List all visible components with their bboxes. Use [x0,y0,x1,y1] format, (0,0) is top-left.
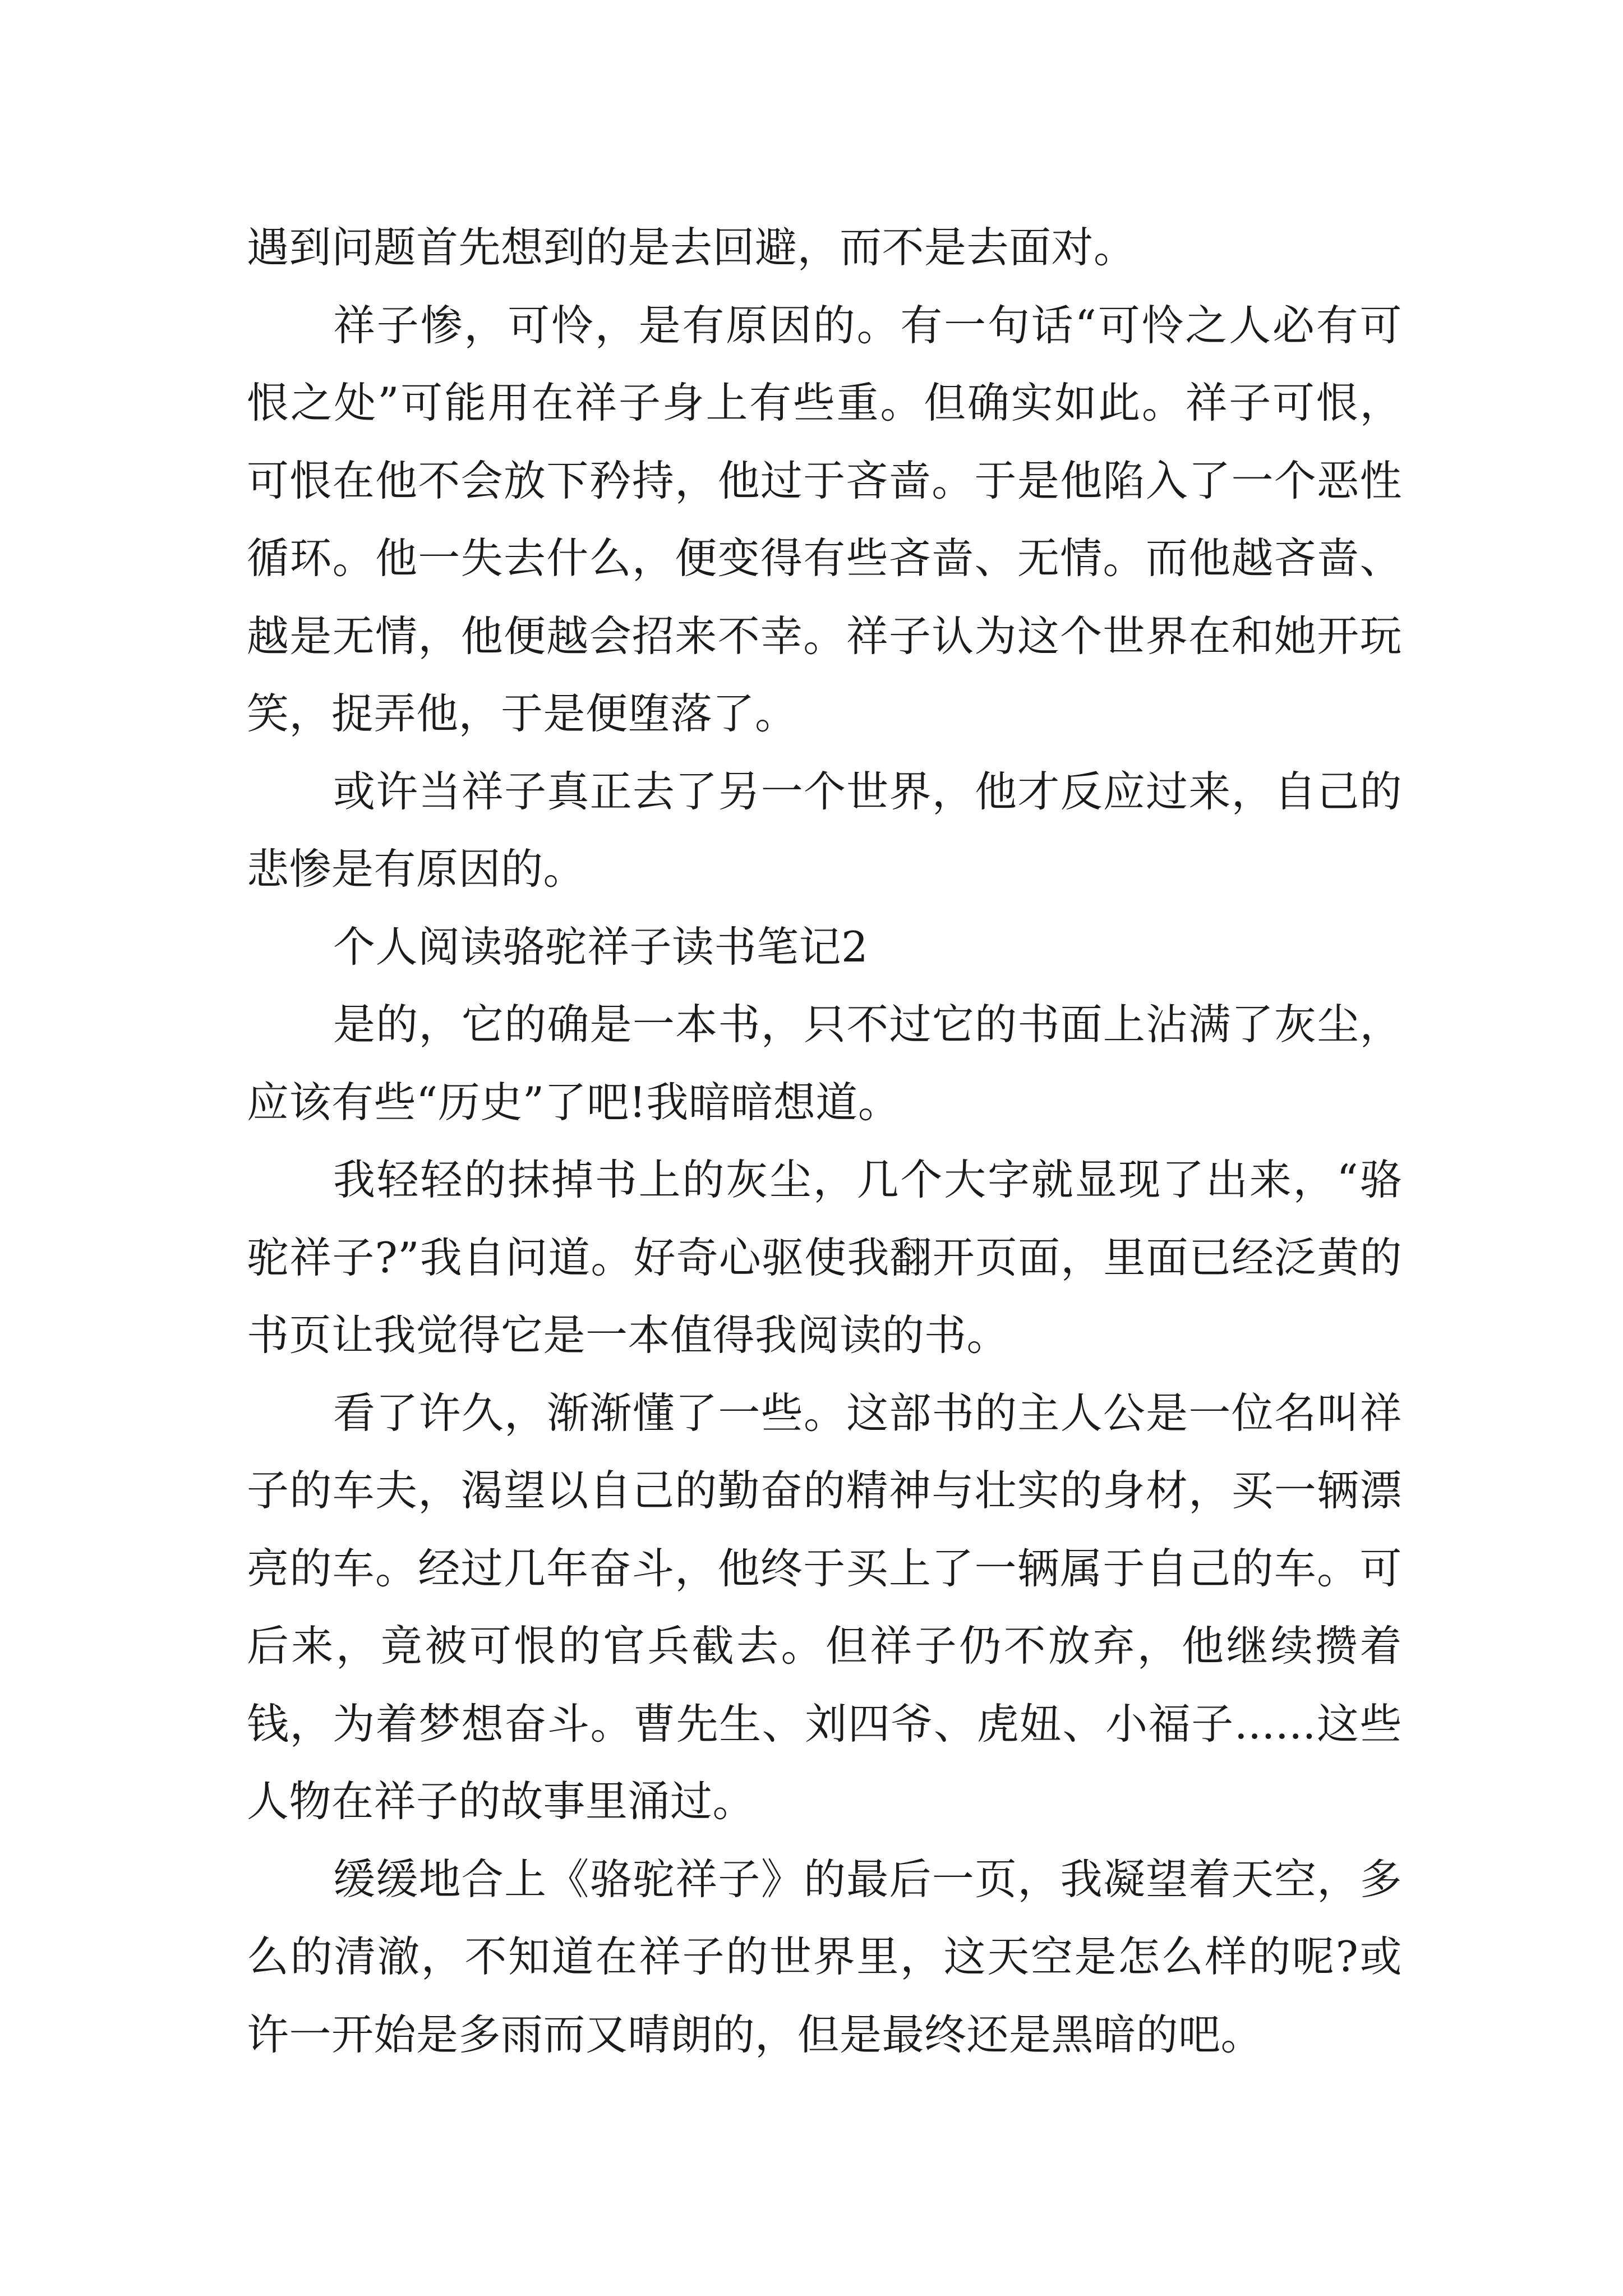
paragraph-3: 或许当祥子真正去了另一个世界，他才反应过来，自己的悲惨是有原因的。 [247,766,1402,894]
paragraph-4: 是的，它的确是一本书，只不过它的书面上沾满了灰尘，应该有些“历史”了吧!我暗暗想道。 [247,1000,1402,1127]
paragraph-7: 缓缓地合上《骆驼祥子》的最后一页，我凝望着天空，多么的清澈，不知道在祥子的世界里，这天空是怎么样的呢?或许一开始是多雨而又晴朗的，但是最终还是黑暗的吧。 [247,1854,1402,2059]
paragraph-6: 看了许久，渐渐懂了一些。这部书的主人公是一位名叫祥子的车夫，渴望以自己的勤奋的精神与壮实的身材，买一辆漂亮的车。经过几年奋斗，他终于买上了一辆属于自己的车。可后来，竟被可恨的官兵截去。但祥子仍不放弃，他继续攒着钱，为着梦想奋斗。曹先生、刘四爷、虎妞、小福子......这些人物在祥子的故事里涌过。 [247,1388,1402,1826]
paragraph-2: 祥子惨，可怜，是有原因的。有一句话“可怜之人必有可恨之处”可能用在祥子身上有些重。但确实如此。祥子可恨，可恨在他不会放下矜持，他过于吝啬。于是他陷入了一个恶性循环。他一失去什么，便变得有些吝啬、无情。而他越吝啬、越是无情，他便越会招来不幸。祥子认为这个世界在和她开玩笑，捉弄他，于是便堕落了。 [247,300,1402,738]
paragraph-1: 遇到问题首先想到的是去回避，而不是去面对。 [247,223,1136,272]
document-body [247,209,1402,2073]
paragraph-5: 我轻轻的抹掉书上的灰尘，几个大字就显现了出来，“骆驼祥子?”我自问道。好奇心驱使我翻开页面，里面已经泛黄的书页让我觉得它是一本值得我阅读的书。 [247,1155,1402,1360]
section-heading: 个人阅读骆驼祥子读书笔记2 [333,922,869,972]
